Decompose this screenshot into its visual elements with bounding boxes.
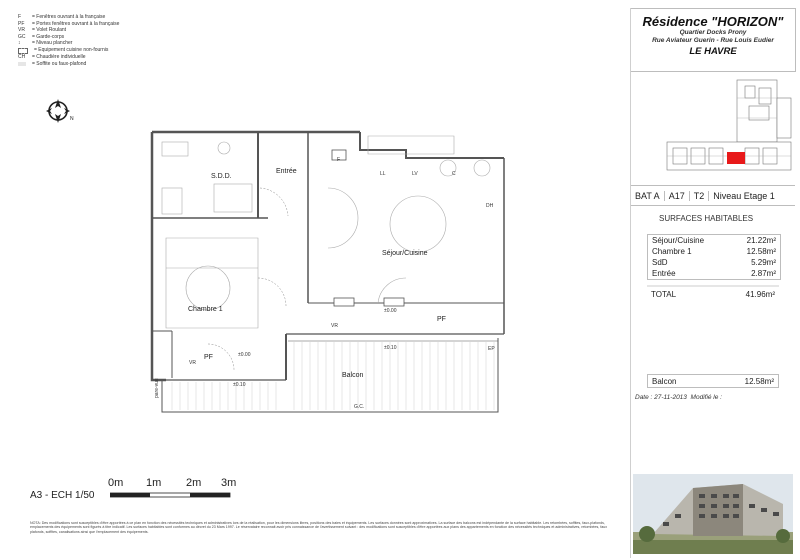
level-mark: ±0.10	[384, 345, 397, 351]
mark-f: F	[337, 157, 341, 163]
surface-row: Chambre 1 12.58m²	[652, 247, 776, 256]
room-label-chambre: Chambre 1	[188, 306, 223, 313]
mark-pare-vue: pare-vue	[154, 378, 160, 398]
room-label-entree: Entrée	[276, 168, 297, 175]
surface-row: Entrée 2.87m²	[652, 269, 776, 278]
mark-pf: PF	[204, 354, 213, 361]
building-label: BAT A	[631, 191, 665, 201]
mark-ep: EP	[488, 346, 495, 352]
room-label-sdd: S.D.D.	[211, 173, 232, 180]
total-divider	[647, 285, 779, 287]
residence-title: Résidence "HORIZON"	[642, 14, 784, 29]
hatch-box-icon	[18, 62, 26, 66]
mark-ll: LL	[380, 171, 386, 177]
compass-icon	[38, 94, 78, 128]
residence-subtitle: Quartier Docks Prony	[679, 29, 747, 36]
surface-row: Séjour/Cuisine 21.22m²	[652, 236, 776, 245]
balcon-surface: Balcon 12.58m²	[647, 374, 779, 388]
room-label-sejour: Séjour/Cuisine	[382, 250, 428, 257]
legend	[18, 14, 218, 67]
svg-text:N: N	[70, 116, 74, 122]
scale-tick-label: 0m	[108, 477, 124, 489]
lot-identification	[631, 185, 795, 206]
lot-highlight	[727, 152, 745, 164]
date-line	[635, 394, 722, 401]
modified-date: Modifié le :	[690, 394, 722, 401]
scale-tick-label: 3m	[221, 477, 237, 489]
scale-title: A3 - ECH 1/50	[30, 490, 95, 501]
legend-item: ↕ = Niveau plancher	[18, 40, 73, 47]
building-render-image	[633, 474, 793, 554]
level-mark: ±0.10	[233, 382, 246, 388]
building-key-plan	[665, 78, 793, 182]
creation-date: Date : 27-11-2013	[635, 394, 687, 401]
mark-vr: VR	[331, 323, 338, 329]
residence-header	[631, 8, 796, 72]
lot-level: Niveau Etage 1	[713, 190, 775, 201]
surfaces-title: SURFACES HABITABLES	[659, 214, 754, 223]
legend-item: CH = Chaudière individuelle	[18, 53, 86, 60]
legend-item: VR = Volet Roulant	[18, 27, 67, 34]
surface-total: TOTAL 41.96m²	[651, 290, 775, 299]
room-label-balcon: Balcon	[342, 372, 364, 379]
mark-lv: LV	[412, 171, 418, 177]
legend-item: F = Fenêtres ouvrant à la française	[18, 14, 106, 20]
level-mark: ±0.00	[384, 308, 397, 314]
surfaces-table	[647, 234, 781, 280]
scale-tick-label: 1m	[146, 477, 162, 489]
level-symbol-icon: ↕	[18, 40, 21, 47]
legend-item: GC = Garde-corps	[18, 33, 65, 40]
legend-item: = Equipement cuisine non-fournis	[18, 47, 218, 54]
lot-type: T2	[690, 191, 710, 201]
lot-number: A17	[665, 191, 690, 201]
mark-gc: G.C.	[354, 404, 365, 410]
legend-item: = Soffite ou faux-plafond	[18, 61, 218, 68]
mark-pf: PF	[437, 316, 446, 323]
surface-row: SdD 5.29m²	[652, 258, 776, 267]
level-mark: ±0.00	[238, 352, 251, 358]
residence-city: LE HAVRE	[689, 46, 737, 57]
mark-dh: DH	[486, 203, 494, 209]
legend-item: PF = Portes fenêtres ouvrant à la française	[18, 20, 120, 27]
scale-bar	[110, 492, 238, 500]
info-panel	[630, 8, 796, 558]
residence-address: Rue Aviateur Guerin - Rue Louis Eudier	[652, 37, 774, 44]
scale-tick-label: 2m	[186, 477, 202, 489]
mark-c: C	[452, 171, 456, 177]
mark-vr: VR	[189, 360, 196, 366]
disclaimer-notes: NOTA: Des modifications sont susceptibles d'être apportées à ce plan en fonction des nécessités techniques et administratives lors de la réalisation, pour les dimensions libres, positions des baies et équipements. Les surfaces données sont approximatives. La surface des balcons est indépendante de la surface habitable. Les retombées, soffites, faux-plafonds, emplacements des équipements sont figurés à titre indicatif. Les surfaces habitables sont conformes au décret du 23 Mars 1997. Le réservataire reconnait avoir pris connaissance de l'avertissement suivant : des modifications sont susceptibles d'être apportées aux plans des appartements en fonction des nécessités techniques et administratives, retombées, faux plafonds, soffites, canalisations ainsi que l'emplacement des équipements.	[30, 521, 608, 534]
